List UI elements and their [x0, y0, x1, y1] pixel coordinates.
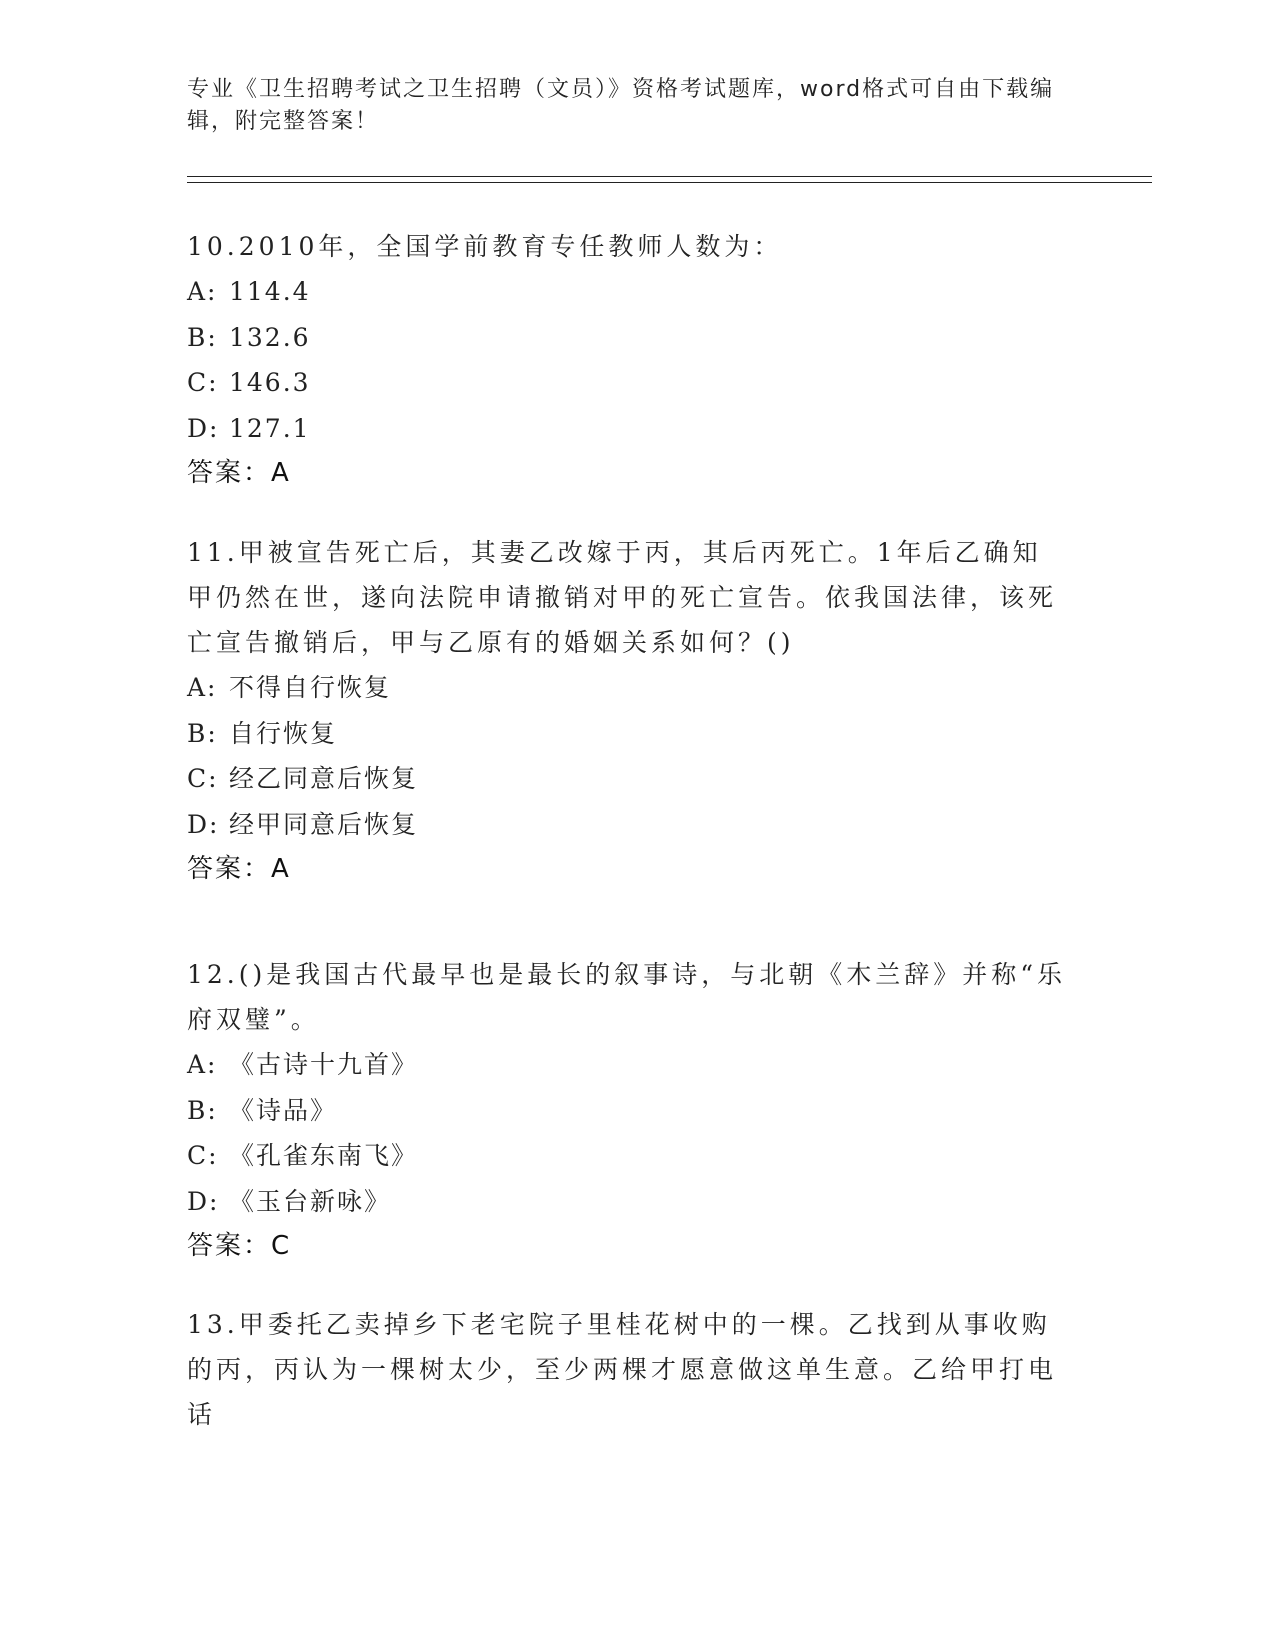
option-text: 不得自行恢复 [229, 673, 392, 702]
option-text: 《孔雀东南飞》 [229, 1141, 419, 1170]
question-12 [187, 952, 1067, 1269]
question-stem: 10.2010年，全国学前教育专任教师人数为： [187, 232, 783, 261]
option-text: 127.1 [229, 413, 311, 443]
option-text: 《古诗十九首》 [229, 1050, 419, 1079]
option-d [187, 406, 1067, 452]
option-key: B: [187, 718, 218, 748]
question-stem: 11.甲被宣告死亡后，其妻乙改嫁于丙，其后丙死亡。1年后乙确知甲仍然在世，遂向法院申请撤销对甲的死亡宣告。依我国法律，该死亡宣告撤销后，甲与乙原有的婚姻关系如何？() [187, 538, 1058, 657]
option-key: A: [187, 1050, 218, 1079]
question-stem: 12.()是我国古代最早也是最长的叙事诗，与北朝《木兰辞》并称“乐府双璧”。 [187, 960, 1067, 1034]
option-text: 146.3 [229, 368, 311, 397]
option-d [187, 802, 1067, 848]
option-text: 《玉台新咏》 [229, 1186, 392, 1216]
option-a [187, 269, 1067, 315]
document-header: 专业《卫生招聘考试之卫生招聘（文员）》资格考试题库，word格式可自由下载编辑，附完整答案！ [187, 77, 1055, 134]
header-divider-bottom [187, 182, 1152, 183]
answer-line: 答案：A [187, 458, 291, 488]
option-c [187, 756, 1067, 802]
question-11 [187, 530, 1067, 892]
option-key: D: [187, 413, 220, 443]
option-b [187, 711, 1067, 757]
option-key: C: [187, 368, 219, 397]
answer-line: 答案：A [187, 854, 291, 884]
option-key: B: [187, 322, 218, 352]
option-key: C: [187, 764, 219, 793]
option-key: D: [187, 809, 220, 839]
option-text: 《诗品》 [229, 1095, 338, 1125]
option-d [187, 1179, 1067, 1225]
question-stem: 13.甲委托乙卖掉乡下老宅院子里桂花树中的一棵。乙找到从事收购的丙，丙认为一棵树太少，至少两棵才愿意做这单生意。乙给甲打电话 [187, 1310, 1058, 1429]
question-13 [187, 1302, 1067, 1437]
option-b [187, 1088, 1067, 1134]
option-key: A: [187, 673, 218, 702]
option-key: A: [187, 277, 218, 306]
option-c [187, 360, 1067, 406]
option-b [187, 315, 1067, 361]
option-text: 132.6 [229, 322, 311, 352]
header-divider-top [187, 176, 1152, 177]
option-text: 114.4 [229, 277, 311, 306]
question-10 [187, 224, 1067, 496]
option-key: B: [187, 1095, 218, 1125]
option-c [187, 1133, 1067, 1179]
option-key: C: [187, 1141, 219, 1170]
option-a [187, 1042, 1067, 1088]
option-key: D: [187, 1186, 220, 1216]
option-text: 经乙同意后恢复 [229, 764, 419, 793]
option-text: 自行恢复 [229, 718, 338, 748]
answer-line: 答案：C [187, 1231, 292, 1261]
option-a [187, 665, 1067, 711]
option-text: 经甲同意后恢复 [229, 809, 419, 839]
